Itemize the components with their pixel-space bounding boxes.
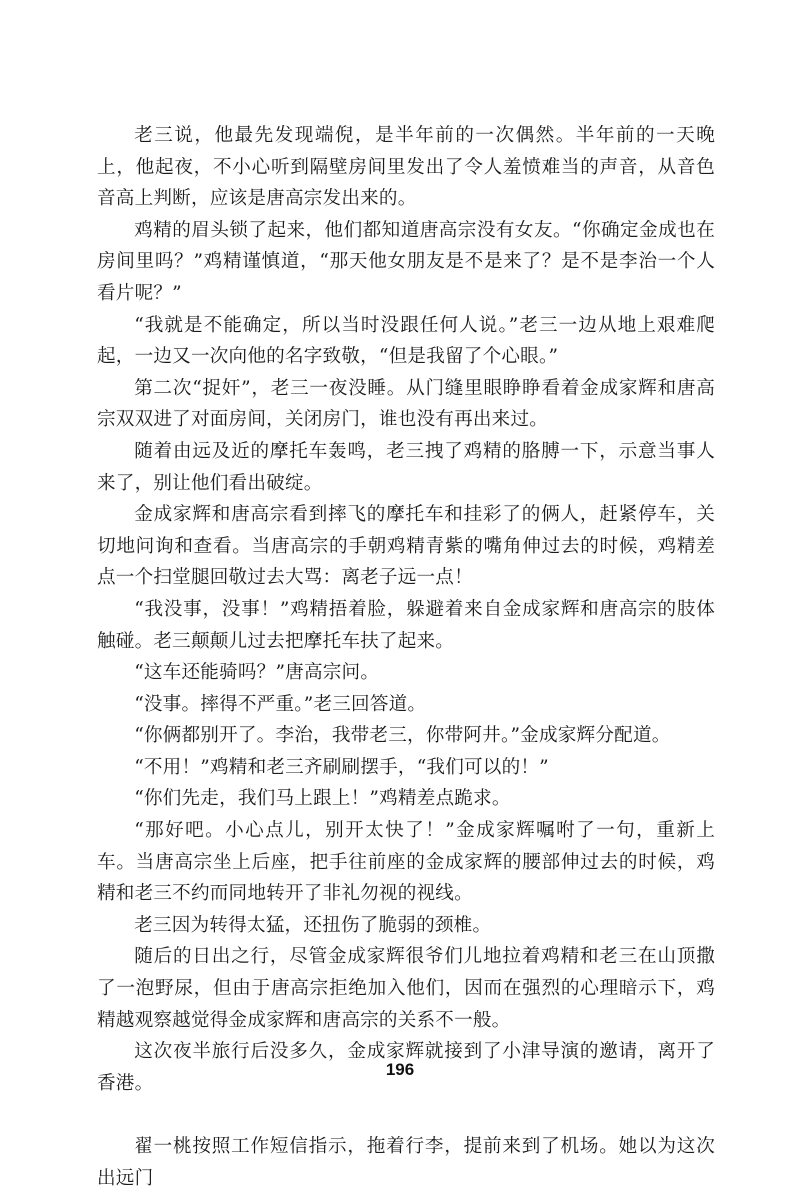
paragraph: “这车还能骑吗？”唐高宗问。 xyxy=(134,662,380,684)
paragraph: 老三说，他最先发现端倪，是半年前的一次偶然。半年前的一天晚上，他起夜，不小心听到隔壁房间里发出了令人羞愤难当的声音，从音色音高上判断，应该是唐高宗发出来的。 xyxy=(97,125,715,210)
paragraph: 随后的日出之行，尽管金成家辉很爷们儿地拉着鸡精和老三在山顶撒了一泡野尿，但由于唐高宗拒绝加入他们，因而在强烈的心理暗示下，鸡精越观察越觉得金成家辉和唐高宗的关系不一般。 xyxy=(97,946,715,1031)
paragraph: 老三因为转得太猛，还扭伤了脆弱的颈椎。 xyxy=(134,914,492,936)
paragraph: 金成家辉和唐高宗看到摔飞的摩托车和挂彩了的俩人，赶紧停车，关切地问询和查看。当唐高宗的手朝鸡精青紫的嘴角伸过去的时候，鸡精差点一个扫堂腿回敬过去大骂：离老子远一点！ xyxy=(97,504,715,589)
page-body xyxy=(97,120,715,1194)
paragraph: 鸡精的眉头锁了起来，他们都知道唐高宗没有女友。“你确定金成也在房间里吗？”鸡精谨慎道，“那天他女朋友是不是来了？是不是李治一个人看片呢？” xyxy=(97,219,715,304)
paragraph-new-section: 翟一桃按照工作短信指示，拖着行李，提前来到了机场。她以为这次出远门 xyxy=(97,1136,715,1189)
paragraph: “我就是不能确定，所以当时没跟任何人说。”老三一边从地上艰难爬起，一边又一次向他的名字致敬，“但是我留了个心眼。” xyxy=(97,314,715,368)
paragraph: “没事。摔得不严重。”老三回答道。 xyxy=(134,693,427,715)
paragraph: “你俩都别开了。李治，我带老三，你带阿井。”金成家辉分配道。 xyxy=(134,725,671,747)
paragraph: “你们先走，我们马上跟上！”鸡精差点跪求。 xyxy=(134,788,511,810)
paragraph: “不用！”鸡精和老三齐刷刷摆手，“我们可以的！” xyxy=(134,756,549,778)
paragraph: 这次夜半旅行后没多久，金成家辉就接到了小津导演的邀请，离开了香港。 xyxy=(97,1041,715,1094)
paragraph: “那好吧。小心点儿，别开太快了！”金成家辉嘱咐了一句，重新上车。当唐高宗坐上后座，把手往前座的金成家辉的腰部伸过去的时候，鸡精和老三不约而同地转开了非礼勿视的视线。 xyxy=(97,820,715,905)
paragraph: 随着由远及近的摩托车轰鸣，老三拽了鸡精的胳膊一下，示意当事人来了，别让他们看出破绽。 xyxy=(97,440,715,494)
paragraph: 第二次“捉奸”，老三一夜没睡。从门缝里眼睁睁看着金成家辉和唐高宗双双进了对面房间，关闭房门，谁也没有再出来过。 xyxy=(97,377,715,431)
page-number: 196 xyxy=(385,1060,415,1079)
paragraph: “我没事，没事！”鸡精捂着脸，躲避着来自金成家辉和唐高宗的肢体触碰。老三颠颠儿过去把摩托车扶了起来。 xyxy=(97,598,715,652)
